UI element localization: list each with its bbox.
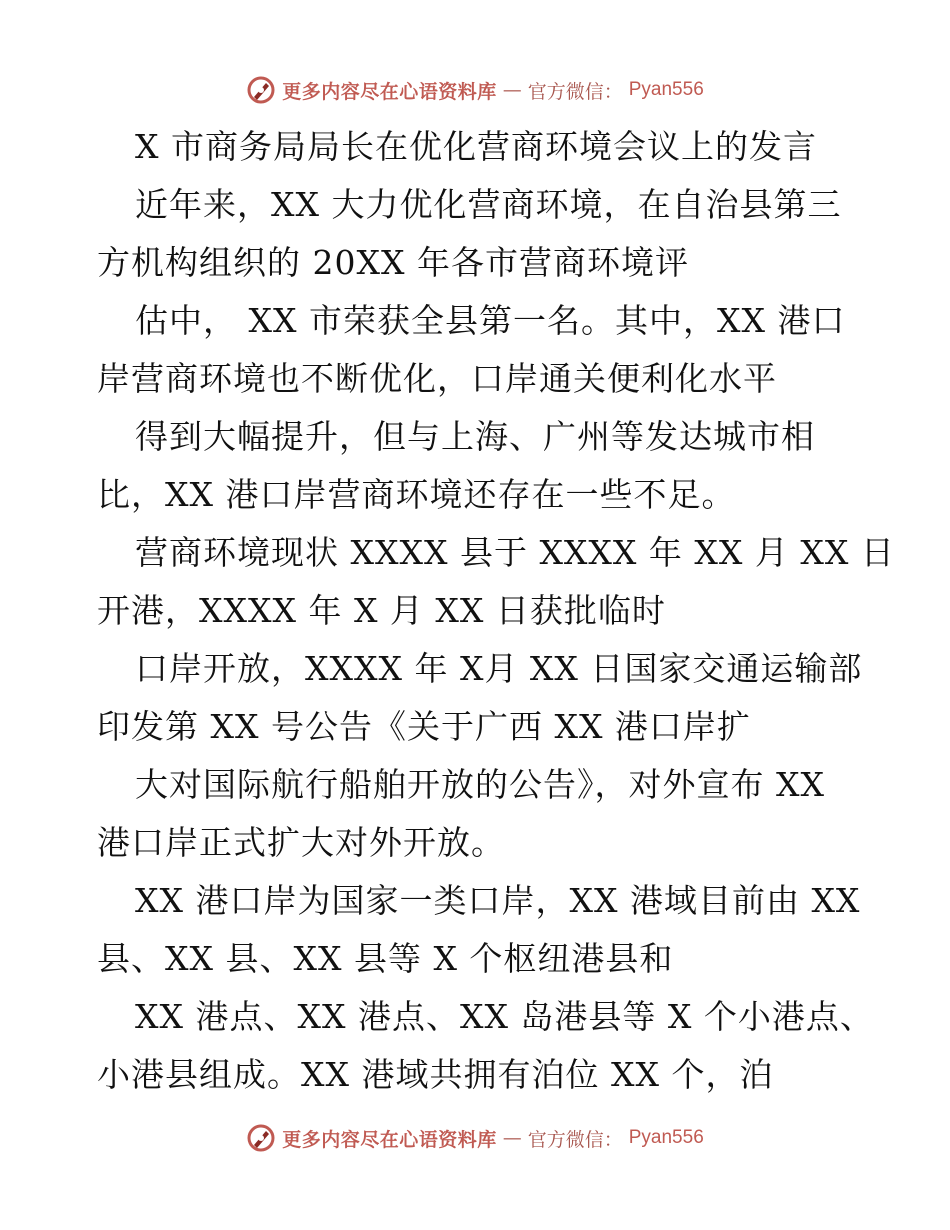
watermark-dash: — (502, 79, 522, 101)
watermark-main-text: 更多内容尽在心语资料库 (282, 1128, 497, 1151)
text-line: 近年来，XX 大力优化营商环境，在自治县第三 (135, 185, 842, 224)
text-line: XX 港点、XX 港点、XX 岛港县等 X 个小港点、 (135, 997, 874, 1036)
text-line: 估中， XX 市荣获全县第一名。其中，XX 港口 (135, 301, 846, 340)
text-line: 岸营商环境也不断优化，口岸通关便利化水平 (97, 359, 777, 398)
watermark-main-text: 更多内容尽在心语资料库 (282, 80, 497, 103)
document-title: X 市商务局局长在优化营商环境会议上的发言 (135, 127, 817, 166)
watermark-header (0, 70, 950, 110)
watermark-wechat-id: Pyan556 (628, 79, 704, 100)
text-line: 大对国际航行船舶开放的公告》，对外宣布 XX (135, 765, 825, 804)
pen-logo-icon (246, 75, 276, 105)
text-line: 小港县组成。XX 港域共拥有泊位 XX 个，泊 (97, 1055, 774, 1094)
watermark-wechat-id: Pyan556 (628, 1127, 704, 1148)
text-line: 比，XX 港口岸营商环境还存在一些不足。 (97, 475, 736, 514)
watermark-footer (0, 1118, 950, 1158)
text-line: 方机构组织的 20XX 年各市营商环境评 (97, 243, 689, 282)
watermark-dash: — (502, 1127, 522, 1149)
watermark-official-label: 官方微信： (527, 80, 623, 103)
text-line: 口岸开放，XXXX 年 X月 XX 日国家交通运输部 (135, 649, 863, 688)
text-line: 营商环境现状 XXXX 县于 XXXX 年 XX 月 XX 日 (135, 533, 895, 572)
text-line: 得到大幅提升，但与上海、广州等发达城市相 (135, 417, 815, 456)
text-line: 开港，XXXX 年 X 月 XX 日获批临时 (97, 591, 666, 630)
text-line: 印发第 XX 号公告《关于广西 XX 港口岸扩 (97, 707, 751, 746)
watermark-official-label: 官方微信： (527, 1128, 623, 1151)
text-line: XX 港口岸为国家一类口岸，XX 港域目前由 XX (135, 881, 861, 920)
text-line: 港口岸正式扩大对外开放。 (97, 823, 505, 862)
pen-logo-icon (246, 1123, 276, 1153)
text-line: 县、XX 县、XX 县等 X 个枢纽港县和 (97, 939, 674, 978)
document-body (97, 118, 895, 1104)
